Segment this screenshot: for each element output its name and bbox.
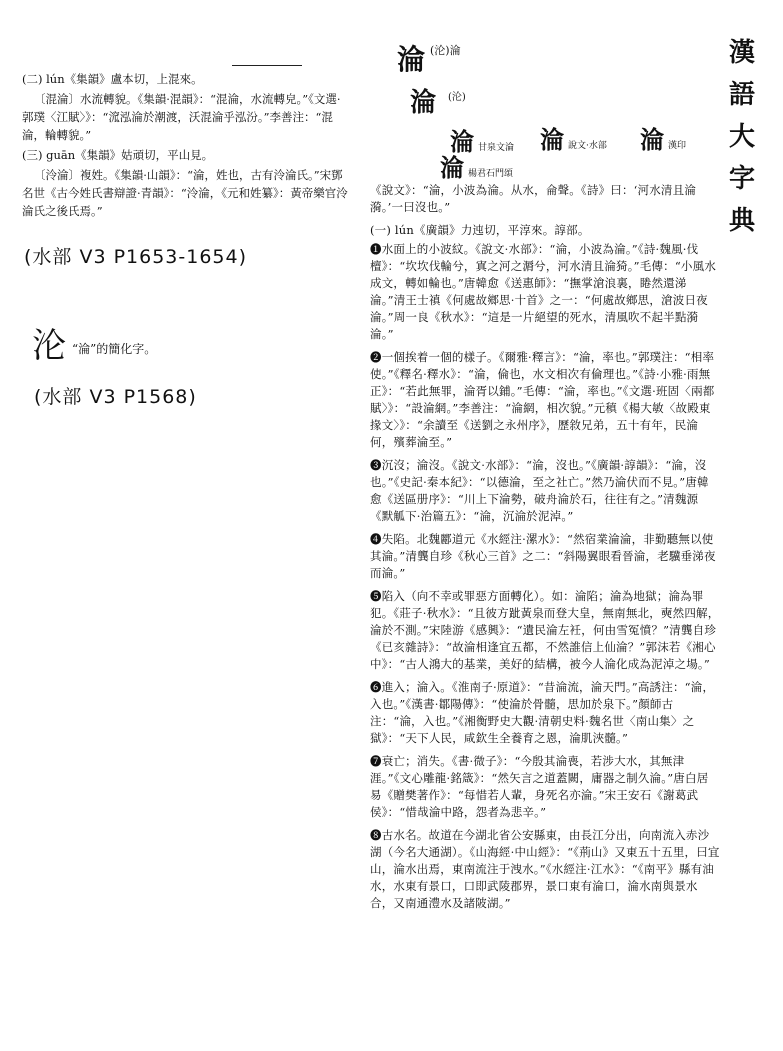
handwritten-page-note-2: (水部 V3 P1568) bbox=[34, 386, 197, 408]
dictionary-title-char: 語 bbox=[728, 80, 755, 110]
headword-char-entry: 淪 bbox=[410, 88, 437, 118]
sense-paragraph: ❹失陷。北魏酈道元《水經注·漯水》：“然宿業淪淪，非勤聽無以使其淪。”清龔自珍《秋心三首》之二：“斜陽翼眼看晉淪，老驥垂涕夜而淪。” bbox=[370, 532, 716, 580]
handwritten-page-note-1: (水部 V3 P1653-1654) bbox=[24, 246, 248, 268]
main-entry bbox=[370, 182, 720, 918]
entry-pronunciation: (一) lún《廣韻》力迍切，平淳來。諄部。 bbox=[370, 223, 590, 237]
variant-source: 甘泉文淪 bbox=[478, 143, 515, 153]
variant-glyph: 淪 bbox=[450, 127, 474, 156]
variant-glyph: 淪 bbox=[440, 153, 464, 182]
entry-intro: 《說文》：“淪，小波為淪。从水，侖聲。《詩》曰：‘河水清且淪漪。’一曰沒也。” bbox=[370, 183, 697, 214]
sense-paragraph: ❻進入；淪入。《淮南子·原道》：“昔淪流，淪天門。”高誘注：“淪，入也。”《漢書·鄒陽傳》：“使淪於骨髓，思加於泉下。”顏師古注：“淪，入也。”《湘衡野史大觀·清朝史料·魏名世〈南山集〉之獄》：“天下人民，咸欽生全養育之恩，淪肌浹髓。” bbox=[370, 680, 715, 745]
variant-source: 說文·水部 bbox=[568, 141, 607, 151]
sense-paragraph: ❶水面上的小波紋。《說文·水部》：“淪，小波為淪。”《詩·魏風·伐檀》：“坎坎伐輪兮，寘之河之漘兮，河水清且淪猗。”毛傳：“小風水成文，轉如輪也。”唐韓愈《送惠師》：“撫掌滄浪裏，睠然還涕淪。”清王士禛《何處故鄉思·十首》之一：“何處故鄉思，滄波日夜淪。”周一良《秋水》：“這是一片絕望的死水，清風吹不起半點漪淪。” bbox=[370, 242, 717, 341]
divider bbox=[232, 65, 302, 66]
sense-4-definition: 〔泠淪〕複姓。《集韻·山韻》：“淪，姓也，古有泠淪氏。”宋鄧名世《古今姓氏書辯證·青韻》：“泠淪，《元和姓纂》：黃帝樂官泠淪氏之後氏焉。” bbox=[22, 168, 348, 218]
headword-note: (沦)淪 bbox=[430, 44, 461, 57]
sense-3-definition: 〔混淪〕水流轉貌。《集韻·混韻》：“混淪，水流轉皃。”《文選·郭璞〈江賦〉》：“溛泓淪於潮渡，沃混淪乎泓汾。”李善注：“混淪，輪轉貌。” bbox=[22, 92, 341, 142]
simplified-headword: 沦 bbox=[32, 326, 66, 366]
dictionary-title-char: 漢 bbox=[728, 38, 755, 68]
dictionary-title bbox=[722, 32, 762, 242]
sense-4-pronunciation: (三) guān《集韻》姑頑切，平山見。 bbox=[22, 148, 214, 162]
headword-char: 淪 bbox=[397, 43, 426, 76]
dictionary-title-char: 典 bbox=[728, 206, 755, 236]
dictionary-title-char: 大 bbox=[728, 122, 755, 152]
left-column bbox=[22, 70, 352, 222]
variant-form bbox=[440, 148, 513, 183]
variant-source: 漢印 bbox=[668, 141, 687, 151]
dictionary-title-char: 字 bbox=[728, 164, 755, 194]
sense-3-pronunciation: (二) lún《集韻》盧本切，上混來。 bbox=[22, 72, 203, 86]
variant-form bbox=[640, 120, 686, 155]
sense-paragraph: ❽古水名。故道在今湖北省公安縣東，由長江分出，向南流入赤沙湖（今名大通湖）。《山海經·中山經》：“《荊山》又東五十五里，曰宜山，淪水出焉，東南流注于洩水。”《水經注·江水》：“《南平》縣有油水，水東有景口，口即武陵郡界，景口東有淪口，淪水南與景水合，又南通澧水及諸陂湖。” bbox=[370, 828, 720, 910]
sense-paragraph: ❼衰亡；消失。《書·微子》：“今殷其淪喪，若涉大水，其無津涯。”《文心雕龍·銘箴》：“然矢言之道蓋闕，庸器之制久淪。”唐白居易《贈樊著作》：“每惜若人輩，身死名亦淪。”宋王安石《謝葛武侯》：“惜哉淪中路，怨者為悲辛。” bbox=[370, 754, 709, 819]
variant-glyph: 淪 bbox=[540, 125, 564, 154]
sense-paragraph: ❺陷入（向不幸或罪惡方面轉化）。如：淪陷；淪為地獄；淪為罪犯。《莊子·秋水》：“且彼方跐黃泉而登大皇，無南無北，奭然四解，淪於不測。”宋陸游《感興》：“遺民淪左衽，何由雪冤憤？”清龔自珍《已亥雜詩》：“故淪相逢宜五都，不然誰信上仙淪？”郭沫若《湘心中》：“古人鴻大的基業，美好的結構，被今人淪化成為泥淖之場。” bbox=[370, 589, 720, 671]
sense-paragraph: ❸沉沒；淪沒。《說文·水部》：“淪，沒也。”《廣韻·諄韻》：“淪，沒也。”《史記·秦本紀》：“以德淪，至之社亡。”然乃淪伏而不見。”唐韓愈《送區册序》：“川上下淪勢，破舟淪於石，往往有之。”清魏源《默觚下·治篇五》：“淪，沉淪於泥淖。” bbox=[370, 458, 709, 523]
headword-entry-note: (沦) bbox=[448, 92, 466, 103]
sense-paragraph: ❷一個挨着一個的樣子。《爾雅·釋言》：“淪，率也。”郭璞注：“相率使。”《釋名·釋水》：“淪，倫也，水文相次有倫理也。”《詩·小雅·雨無正》：“若此無罪，淪胥以鋪。”毛傳：“淪，率也。”《文選·班固〈兩都賦〉》：“設淪網。”李善注：“淪網，相次貌。”元稹《楊大敏〈故殿東掾文〉》：“余讀至《送劉之永州序》，歷敘兄弟，五十有年，民淪何，殯葬淪至。” bbox=[370, 350, 715, 449]
variant-source: 楊君石門頌 bbox=[468, 169, 514, 179]
simplified-headword-note: “淪”的簡化字。 bbox=[72, 342, 157, 356]
variant-glyph: 淪 bbox=[640, 125, 664, 154]
variant-form bbox=[540, 120, 607, 155]
